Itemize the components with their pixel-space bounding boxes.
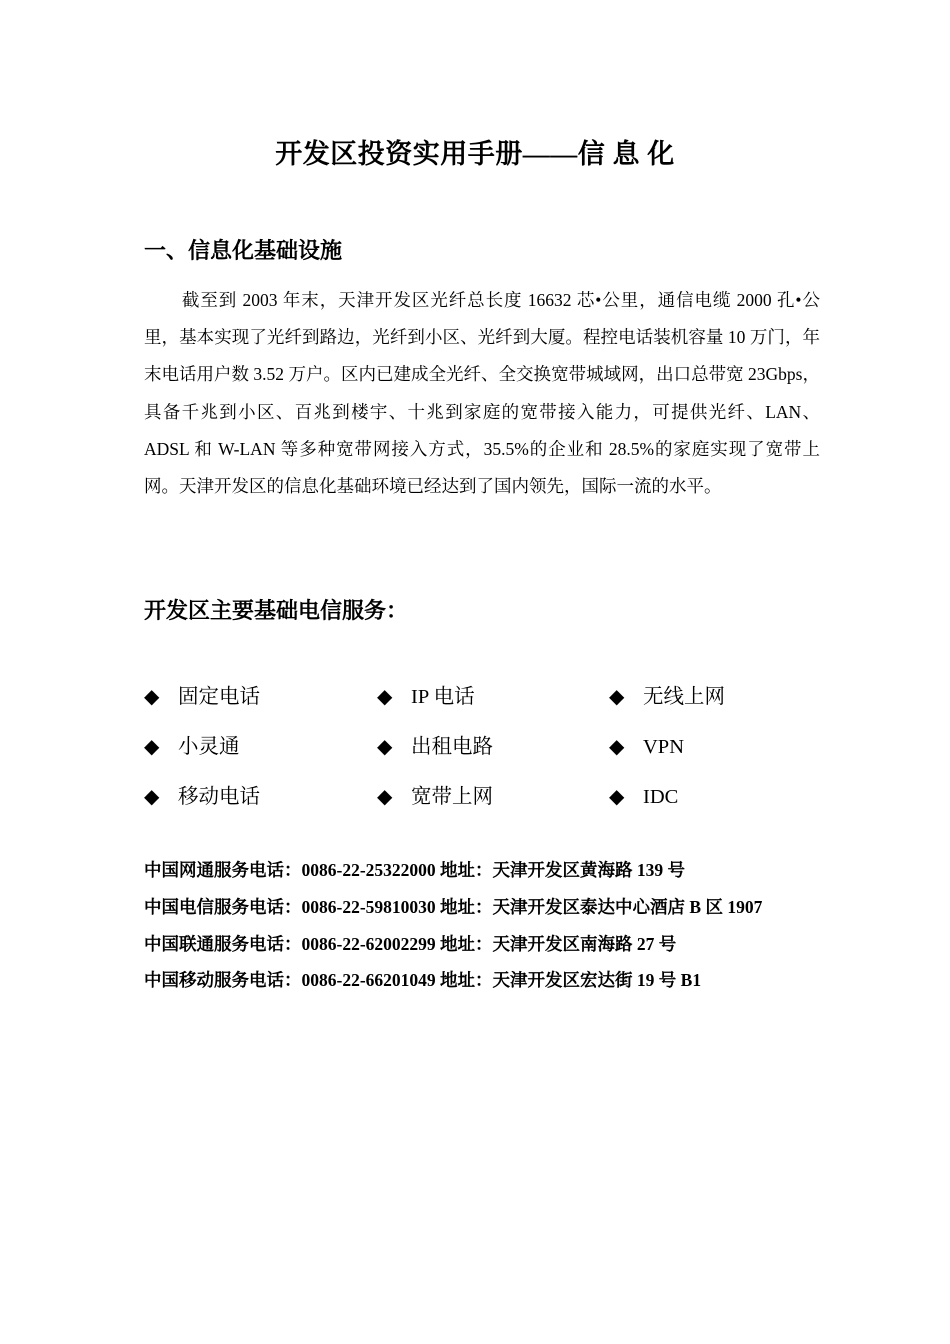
contact-line-netcom: 中国网通服务电话：0086-22-25322000 地址：天津开发区黄海路 139 号 xyxy=(144,860,686,880)
contact-list xyxy=(144,852,820,999)
service-label: 宽带上网 xyxy=(411,786,493,808)
service-label: IDC xyxy=(643,786,679,808)
service-item xyxy=(144,675,260,719)
service-label: 移动电话 xyxy=(178,786,260,808)
diamond-bullet-icon: ◆ xyxy=(609,786,625,808)
infrastructure-paragraph-text: 截至到 2003 年末，天津开发区光纤总长度 16632 芯•公里，通信电缆 2000 孔•公里，基本实现了光纤到路边，光纤到小区、光纤到大厦。程控电话装机容量 10 万门，年末电话用户数 3.52 万户。区内已建成全光纤、全交换宽带城域网，出口总带宽 23Gbps，具备千兆到小区、百兆到楼宇、十兆到家庭的宽带接入能力，可提供光纤、LAN、ADSL 和 W-LAN 等多种宽带网接入方式，35.5%的企业和 28.5%的家庭实现了宽带上网。天津开发区的信息化基础环境已经达到了国内领先，国际一流的水平。 xyxy=(144,290,820,497)
section-heading-telecom-services: 开发区主要基础电信服务： xyxy=(144,598,409,623)
diamond-bullet-icon: ◆ xyxy=(377,686,393,708)
services-row xyxy=(144,675,844,725)
service-item xyxy=(609,725,684,769)
contact-line-telecom: 中国电信服务电话：0086-22-59810030 地址：天津开发区泰达中心酒店 B 区 1907 xyxy=(144,896,763,917)
page-title: 开发区投资实用手册——信 息 化 xyxy=(275,139,675,169)
contact-line-mobile: 中国移动服务电话：0086-22-66201049 地址：天津开发区宏达街 19 号 B1 xyxy=(144,970,702,991)
service-label: 无线上网 xyxy=(643,686,725,708)
service-item xyxy=(377,775,493,819)
section-heading-infrastructure: 一、信息化基础设施 xyxy=(144,238,343,263)
diamond-bullet-icon: ◆ xyxy=(144,686,160,708)
service-label: 固定电话 xyxy=(178,686,260,708)
services-list xyxy=(144,675,844,825)
service-label: IP 电话 xyxy=(411,686,475,708)
service-label: 出租电路 xyxy=(411,736,493,758)
diamond-bullet-icon: ◆ xyxy=(377,786,393,808)
service-item xyxy=(609,675,725,719)
diamond-bullet-icon: ◆ xyxy=(377,736,393,758)
services-row xyxy=(144,725,844,775)
diamond-bullet-icon: ◆ xyxy=(609,736,625,758)
diamond-bullet-icon: ◆ xyxy=(144,786,160,808)
services-row xyxy=(144,775,844,825)
diamond-bullet-icon: ◆ xyxy=(609,686,625,708)
contact-line-unicom: 中国联通服务电话：0086-22-62002299 地址：天津开发区南海路 27 号 xyxy=(144,933,677,954)
service-item xyxy=(609,775,678,819)
infrastructure-paragraph xyxy=(144,282,820,505)
diamond-bullet-icon: ◆ xyxy=(144,736,160,758)
service-item xyxy=(377,675,475,719)
service-label: 小灵通 xyxy=(178,736,240,758)
service-item xyxy=(144,725,240,769)
service-item xyxy=(377,725,493,769)
service-label: VPN xyxy=(643,736,685,758)
service-item xyxy=(144,775,260,819)
